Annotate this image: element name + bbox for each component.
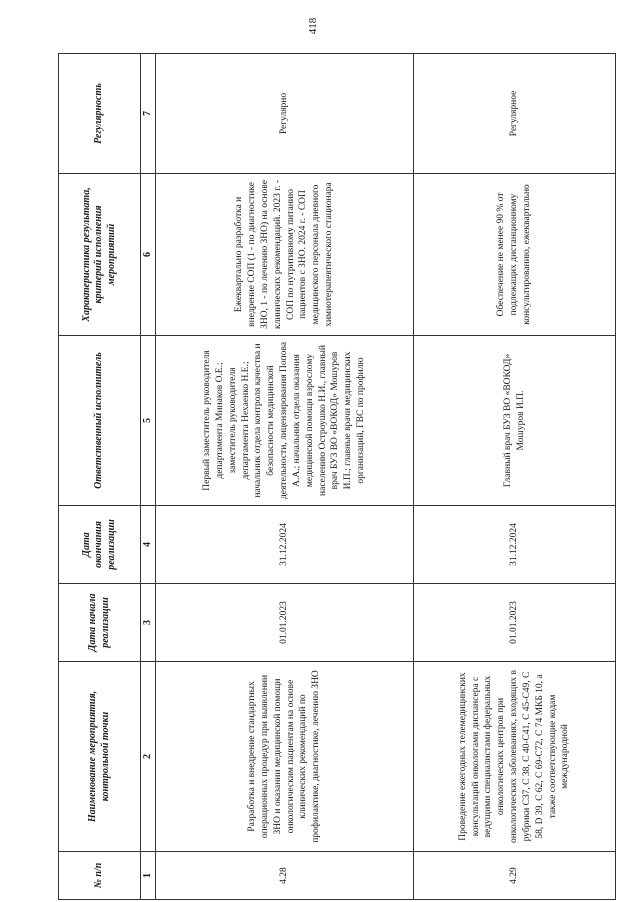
col-number: 4 — [141, 506, 156, 584]
header-result: Характеристика результата, критерий исполнения мероприятий — [59, 174, 141, 336]
col-number: 7 — [141, 54, 156, 174]
rotated-table-page — [58, 54, 616, 900]
end-date: 31.12.2024 — [414, 506, 616, 584]
header-name: Наименование мероприятия, контрольной точки — [59, 662, 141, 852]
end-date: 31.12.2024 — [156, 506, 414, 584]
header-regularity: Регулярность — [59, 54, 141, 174]
regularity: Регулярно — [156, 54, 414, 174]
activities-table — [58, 53, 616, 900]
responsible-person: Главный врач БУЗ ВО «ВОКОД» Мошуров И.П. — [414, 336, 616, 506]
activity-name: Разработка и внедрение стандартных операционных процедур при выявлении ЗНО и оказании медицинской помощи онкологическим пациентам на основе клинических рекомендаций по профилактике, диагностике, лечению ЗНО — [156, 662, 414, 852]
col-number: 1 — [141, 852, 156, 900]
col-number: 5 — [141, 336, 156, 506]
activity-name: Проведение ежегодных телемедицинских консультаций онкологами диспансера с ведущими специалистами федеральных онкологических центров при онкологических заболеваниях, входящих в рубрики С37, С 38, С 40-С41, С 45-С49, С 58, D 39, С 62, С 69-С72, С 74 МКБ 10, а также соответствующие кодам международной — [414, 662, 616, 852]
regularity: Регулярное — [414, 54, 616, 174]
col-number: 6 — [141, 174, 156, 336]
header-num: № п/п — [59, 852, 141, 900]
row-number: 4.29 — [414, 852, 616, 900]
row-number: 4.28 — [156, 852, 414, 900]
start-date: 01.01.2023 — [156, 584, 414, 662]
result-description: Ежеквартально разработка и внедрение СОП (1 - по диагностике ЗНО, 1 - по лечению ЗНО) на основе клинических рекомендаций. 2023 г. - СОП по нутритивному питанию пациентов с ЗНО. 2024 г. - СОП медицинского персонала дневного химиотерапевтического стационара — [156, 174, 414, 336]
col-number: 2 — [141, 662, 156, 852]
col-number: 3 — [141, 584, 156, 662]
header-end: Дата окончания реализации — [59, 506, 141, 584]
table-row — [414, 54, 616, 900]
page-number: 418 — [307, 17, 319, 35]
responsible-person: Первый заместитель руководителя департамента Минаков О.Е.; заместитель руководителя департамента Нехаенко Н.Е.; начальник отдела контроля качества и безопасности медицинской деятельности, лицензирования Попова А.А.; начальник отдела оказания медицинской помощи взрослому населению Остроушко Н.И., главный врач БУЗ ВО «ВОКОД» Мошуров И.П.; главные врачи медицинских организаций, ГВС по профилю — [156, 336, 414, 506]
header-responsible: Ответственный исполнитель — [59, 336, 141, 506]
table-row — [156, 54, 414, 900]
start-date: 01.01.2023 — [414, 584, 616, 662]
result-description: Обеспечение не менее 90 % от подлежащих дистанционному консультированию, ежеквартально — [414, 174, 616, 336]
column-number-row — [141, 54, 156, 900]
header-row — [59, 54, 141, 900]
header-start: Дата начала реализации — [59, 584, 141, 662]
